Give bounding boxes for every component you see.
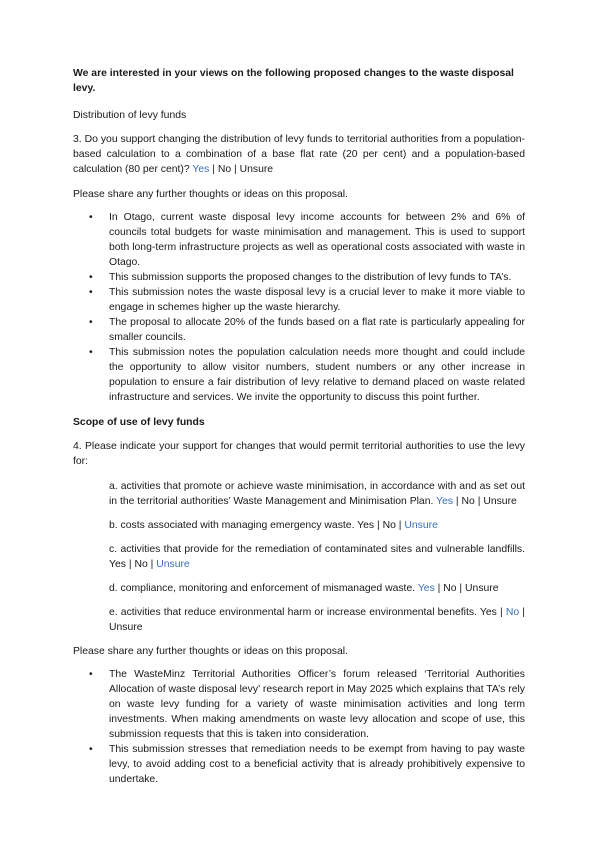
option-c-unsure[interactable]: Unsure bbox=[156, 559, 190, 570]
list-item: • This submission notes the population calculation needs more thought and could include the opportunity to allow visitor numbers, student numbers or any other increase in population to ensure a fair distribution of levy relative to demand placed on waste related infrastructure and services. We invite the opportunity to discuss this point further. bbox=[73, 345, 525, 405]
further-thoughts-prompt-1: Please share any further thoughts or ideas on this proposal. bbox=[73, 189, 348, 200]
section-distribution-title: Distribution of levy funds bbox=[73, 110, 187, 121]
option-b-unsure[interactable]: Unsure bbox=[404, 520, 438, 531]
option-d: d. compliance, monitoring and enforcement of mismanaged waste. Yes | No | Unsure bbox=[109, 583, 499, 594]
option-e: e. activities that reduce environmental harm or increase environmental benefits. Yes | No | Unsure bbox=[109, 607, 526, 633]
option-e-yes[interactable]: Yes bbox=[479, 607, 497, 618]
answer-no[interactable]: No bbox=[217, 164, 232, 175]
list-item: • This submission supports the proposed changes to the distribution of levy funds to TA’s. bbox=[73, 270, 525, 285]
option-b-yes[interactable]: Yes bbox=[357, 520, 375, 531]
question-3-text: 3. Do you support changing the distribution of levy funds to territorial authorities from a population-based calculation to a combination of a base flat rate (20 per cent) and a population-based calculation (80 per cent)? bbox=[73, 134, 525, 175]
further-thoughts-prompt-2: Please share any further thoughts or ideas on this proposal. bbox=[73, 646, 348, 657]
list-item: • The proposal to allocate 20% of the funds based on a flat rate is particularly appealing for smaller councils. bbox=[73, 315, 525, 345]
option-d-unsure[interactable]: Unsure bbox=[465, 583, 499, 594]
option-a-unsure[interactable]: Unsure bbox=[483, 496, 517, 507]
list-item: • The WasteMinz Territorial Authorities Officer’s forum released ‘Territorial Authorities Allocation of waste disposal levy’ research report in May 2025 which explains that TA’s rely on waste levy funding for a variety of waste minimisation activities and long term investments. When making amendments on waste levy allocation and scope of use, this submission requests that this is taken into consideration. bbox=[73, 667, 525, 742]
option-e-unsure[interactable]: Unsure bbox=[109, 622, 143, 633]
option-c: c. activities that provide for the remediation of contaminated sites and vulnerable landfills. Yes | No | Unsure bbox=[109, 544, 525, 570]
answer-unsure[interactable]: Unsure bbox=[239, 164, 274, 175]
option-a-no[interactable]: No bbox=[461, 496, 475, 507]
option-a: a. activities that promote or achieve waste minimisation, in accordance with and as set out in the territorial authorities’ Waste Management and Minimisation Plan. Yes | No | Unsure bbox=[109, 481, 525, 507]
intro-heading: We are interested in your views on the following proposed changes to the waste disposal levy. bbox=[73, 68, 514, 94]
option-c-text: c. activities that provide for the remediation of contaminated sites and vulnerable landfills. bbox=[109, 544, 525, 555]
document-page bbox=[73, 66, 525, 797]
option-b-text: b. costs associated with managing emergency waste. bbox=[109, 520, 355, 531]
option-a-text: a. activities that promote or achieve waste minimisation, in accordance with and as set out in the territorial authorities’ Waste Management and Minimisation Plan. bbox=[109, 481, 525, 507]
list-item: • In Otago, current waste disposal levy income accounts for between 2% and 6% of councils total budgets for waste minimisation and management. This is used to support both long-term infrastructure projects as well as operational costs associated with waste in Otago. bbox=[73, 210, 525, 270]
question-4-options bbox=[73, 479, 525, 635]
option-e-no[interactable]: No bbox=[505, 607, 520, 618]
list-item: • This submission notes the waste disposal levy is a crucial lever to make it more viable to engage in schemes higher up the waste hierarchy. bbox=[73, 285, 525, 315]
list-item: • This submission stresses that remediation needs to be exempt from having to pay waste levy, to avoid adding cost to a beneficial activity that is already prohibitively expensive to undertake. bbox=[73, 742, 525, 787]
section2-bullet-list bbox=[73, 667, 525, 787]
question-3: 3. Do you support changing the distribution of levy funds to territorial authorities from a population-based calculation to a combination of a base flat rate (20 per cent) and a population-based calculation (80 per cent)? Yes | No | Unsure bbox=[73, 134, 525, 175]
option-a-yes[interactable]: Yes bbox=[436, 496, 454, 507]
option-e-text: e. activities that reduce environmental harm or increase environmental benefits. bbox=[109, 607, 477, 618]
option-d-yes[interactable]: Yes bbox=[417, 583, 435, 594]
section-scope-title: Scope of use of levy funds bbox=[73, 417, 205, 428]
option-c-yes[interactable]: Yes bbox=[109, 559, 126, 570]
option-b-no[interactable]: No bbox=[382, 520, 396, 531]
section1-bullet-list bbox=[73, 210, 525, 405]
question-4: 4. Please indicate your support for changes that would permit territorial authorities to use the levy for: bbox=[73, 441, 525, 467]
option-d-text: d. compliance, monitoring and enforcement of mismanaged waste. bbox=[109, 583, 416, 594]
answer-yes-selected[interactable]: Yes bbox=[192, 164, 210, 175]
option-b: b. costs associated with managing emergency waste. Yes | No | Unsure bbox=[109, 520, 438, 531]
option-d-no[interactable]: No bbox=[443, 583, 457, 594]
option-c-no[interactable]: No bbox=[134, 559, 148, 570]
